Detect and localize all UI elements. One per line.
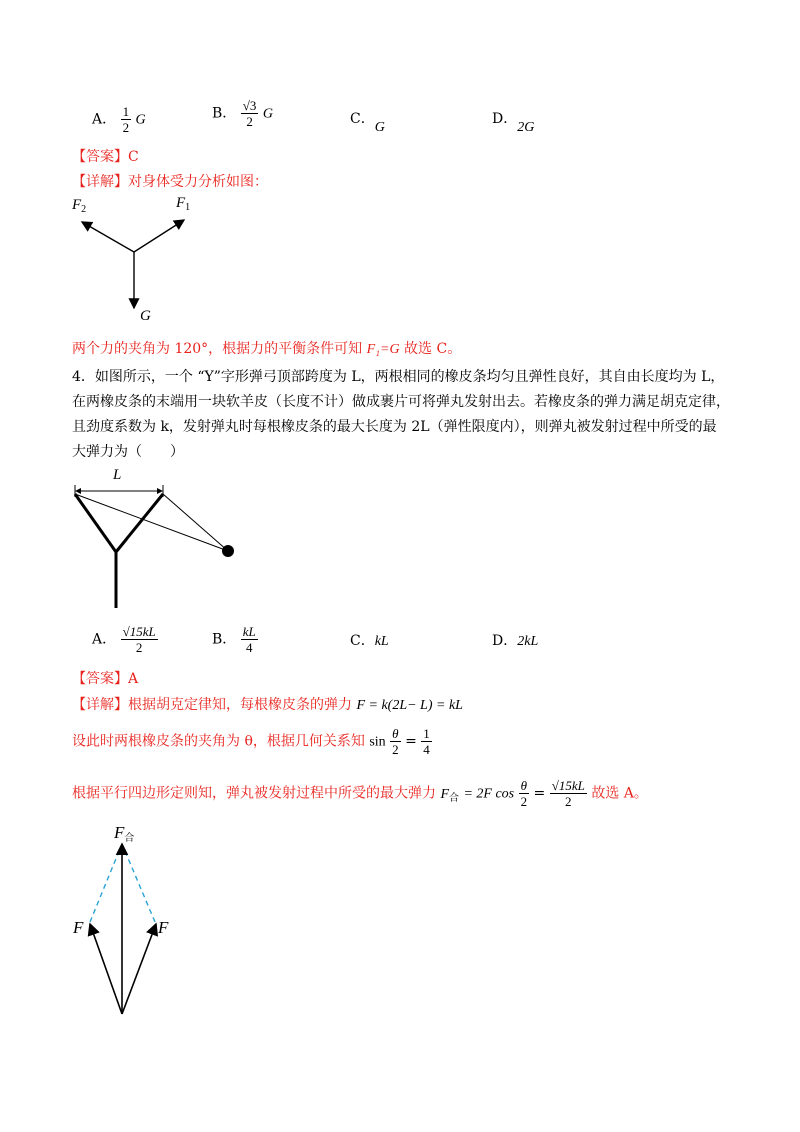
q3-detail: 【详解】对身体受力分析如图：: [72, 174, 268, 190]
q4-line-4: 大弹力为（ ）: [72, 444, 184, 460]
right-arm: [116, 494, 163, 552]
f2-arrow: [82, 222, 134, 252]
span-label: L: [113, 467, 122, 483]
q4-option-c: C．kL: [350, 633, 389, 649]
f2-label: $F_2$: [72, 197, 87, 215]
q4-line-3: 且劲度系数为 k，发射弹丸时每根橡皮条的最大长度为 2L（弹性限度内），则弹丸被发射过程中所受的最: [72, 419, 717, 435]
f1-arrow: [134, 220, 184, 252]
left-arm: [75, 494, 116, 552]
q4-answer: 【答案】A: [72, 671, 139, 687]
q4-detail: 【详解】根据胡克定律知，每根橡皮条的弹力 F = k(2L− L) = kL: [72, 697, 463, 713]
q3-option-b: B． $\frac{√3}{2}$ G: [212, 98, 273, 129]
q4-result: 根据平行四边形定则知，弹丸被发射过程中所受的最大弹力 $F_合 = 2F$ cos $\frac{\theta}{2}$ = $\frac{√15kL}{2}$ 故选 A。: [72, 778, 648, 809]
q3-conclusion: 两个力的夹角为 120°，根据力的平衡条件可知 F₁=G 故选 C。: [72, 341, 462, 357]
q4-line-1: 4．如图所示，一个 “Y”字形弹弓顶部跨度为 L，两根相同的橡皮条均匀且弹性良好，其自由长度均为 L，: [72, 369, 725, 385]
q4-line-2: 在两橡皮条的末端用一块软羊皮（长度不计）做成裹片可将弹丸发射出去。若橡皮条的弹力满足胡克定律，: [72, 394, 730, 410]
force-right-arrow: [122, 924, 156, 1014]
q3-option-c: C．G: [350, 111, 385, 135]
force-left-arrow: [90, 924, 122, 1014]
q4-angle-relation: 设此时两根橡皮条的夹角为 θ，根据几何关系知 sin $\frac{\theta}{2}$ = $\frac{1}{4}$: [72, 726, 430, 757]
q4-option-b: B． $\frac{kL}{4}$: [212, 624, 256, 655]
q3-answer: 【答案】C: [72, 149, 139, 165]
g-label: G: [140, 308, 151, 324]
dashed-right: [122, 844, 155, 922]
right-band: [163, 494, 228, 551]
projectile: [222, 545, 234, 557]
force-right-label: F: [158, 918, 169, 937]
dashed-left: [90, 844, 122, 922]
f1-label: $F_1$: [176, 195, 191, 213]
q4-option-a: A． $\frac{√15kL}{2}$: [92, 624, 156, 655]
q4-option-d: D．2kL: [492, 633, 539, 649]
resultant-label: $F_合$: [114, 823, 135, 844]
q3-option-d: D．2G: [492, 111, 535, 135]
slingshot-figure: [66, 468, 246, 612]
q3-option-a: A． $\frac{1}{2}$ G: [92, 104, 146, 135]
left-band: [75, 494, 228, 551]
parallelogram-figure: [70, 828, 190, 1024]
force-left-label: F: [73, 918, 84, 937]
